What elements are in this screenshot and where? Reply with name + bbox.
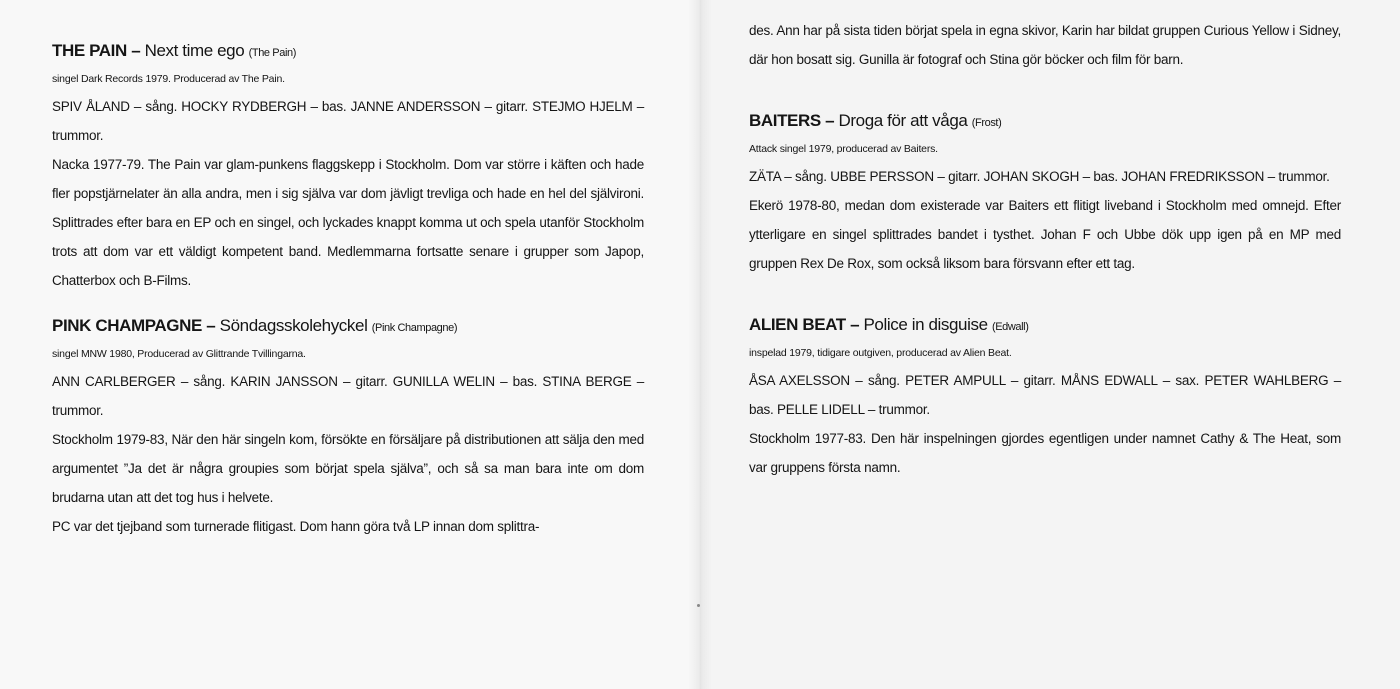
lineup-text: ZÄTA – sång. UBBE PERSSON – gitarr. JOHAN SKOGH – bas. JOHAN FREDRIKSSON – trummor. — [749, 169, 1330, 184]
story-text: Ekerö 1978-80, medan dom existerade var Baiters ett flitigt liveband i Stockholm med omnejd. Efter ytterligare en singel splittrades bandet i tysthet. Johan F och Ubbe dök upp igen på en MP med gruppen Rex De Rox, som också liksom bara försvann efter ett tag. — [749, 198, 1341, 271]
story-text-continued: PC var det tjejband som turnerade flitigast. Dom hann göra två LP innan dom splittra- — [52, 519, 540, 534]
story-text: Stockholm 1977-83. Den här inspelningen gjordes egentligen under namnet Cathy & The Heat, som var gruppens första namn. — [749, 431, 1341, 475]
entry-heading: ALIEN BEAT – Police in disguise (Edwall) — [749, 315, 1029, 334]
song-title: Next time ego — [144, 41, 245, 60]
entry-alien-beat — [749, 312, 1341, 482]
label-credit: (Frost) — [971, 117, 1002, 129]
continued-story-text: des. Ann har på sista tiden börjat spela in egna skivor, Karin har bildat gruppen Curious Yellow i Sidney, där hon bosatt sig. Gunilla är fotograf och Stina gör böcker och film för barn. — [749, 23, 1341, 67]
band-name: BAITERS — [749, 111, 821, 130]
entry-pink-champagne — [52, 313, 644, 541]
label-credit: (Pink Champagne) — [371, 322, 458, 334]
entry-heading: THE PAIN – Next time ego (The Pain) — [52, 41, 296, 60]
release-info: Attack singel 1979, producerad av Baiters. — [749, 143, 938, 155]
song-title: Police in disguise — [863, 315, 988, 334]
left-column — [52, 38, 644, 541]
page-gutter — [688, 0, 712, 689]
song-title: Söndagsskolehyckel — [219, 316, 368, 335]
lineup-text: SPIV ÅLAND – sång. HOCKY RYDBERGH – bas. JANNE ANDERSSON – gitarr. STEJMO HJELM – trummor. — [52, 99, 644, 143]
right-page — [700, 0, 1400, 689]
gutter-mark — [697, 604, 700, 607]
release-info: singel Dark Records 1979. Producerad av The Pain. — [52, 73, 285, 85]
entry-the-pain — [52, 38, 644, 295]
band-name: PINK CHAMPAGNE — [52, 316, 202, 335]
entry-heading: BAITERS – Droga för att våga (Frost) — [749, 111, 1002, 130]
band-name: ALIEN BEAT — [749, 315, 846, 334]
label-credit: (Edwall) — [991, 321, 1029, 333]
right-column — [749, 16, 1341, 482]
release-info: inspelad 1979, tidigare outgiven, producerad av Alien Beat. — [749, 347, 1012, 359]
band-name: THE PAIN — [52, 41, 127, 60]
lineup-text: ÅSA AXELSSON – sång. PETER AMPULL – gitarr. MÅNS EDWALL – sax. PETER WAHLBERG – bas. PELLE LIDELL – trummor. — [749, 373, 1341, 417]
song-title: Droga för att våga — [838, 111, 968, 130]
lineup-text: ANN CARLBERGER – sång. KARIN JANSSON – gitarr. GUNILLA WELIN – bas. STINA BERGE – trummor. — [52, 374, 644, 418]
label-credit: (The Pain) — [248, 47, 296, 59]
story-text: Nacka 1977-79. The Pain var glam-punkens flaggskepp i Stockholm. Dom var större i käften och hade fler popstjärnelater än alla andra, men i sig själva var dom jävligt trevliga och hade en hel del självironi. Splittrades efter bara en EP och en singel, och lyckades knappt komma ut och spela utanför Stockholm trots att dom var ett väldigt kompetent band. Medlemmarna fortsatte senare i grupper som Japop, Chatterbox och B-Films. — [52, 157, 644, 288]
release-info: singel MNW 1980, Producerad av Glittrande Tvillingarna. — [52, 348, 306, 360]
entry-baiters — [749, 108, 1341, 278]
story-text: Stockholm 1979-83, När den här singeln kom, försökte en försäljare på distributionen att sälja den med argumentet ”Ja det är några groupies som börjat spela själva”, och så sa man bara inte om dom brudarna utan att det tog hus i helvete. — [52, 432, 644, 505]
entry-heading: PINK CHAMPAGNE – Söndagsskolehyckel (Pink Champagne) — [52, 316, 458, 335]
